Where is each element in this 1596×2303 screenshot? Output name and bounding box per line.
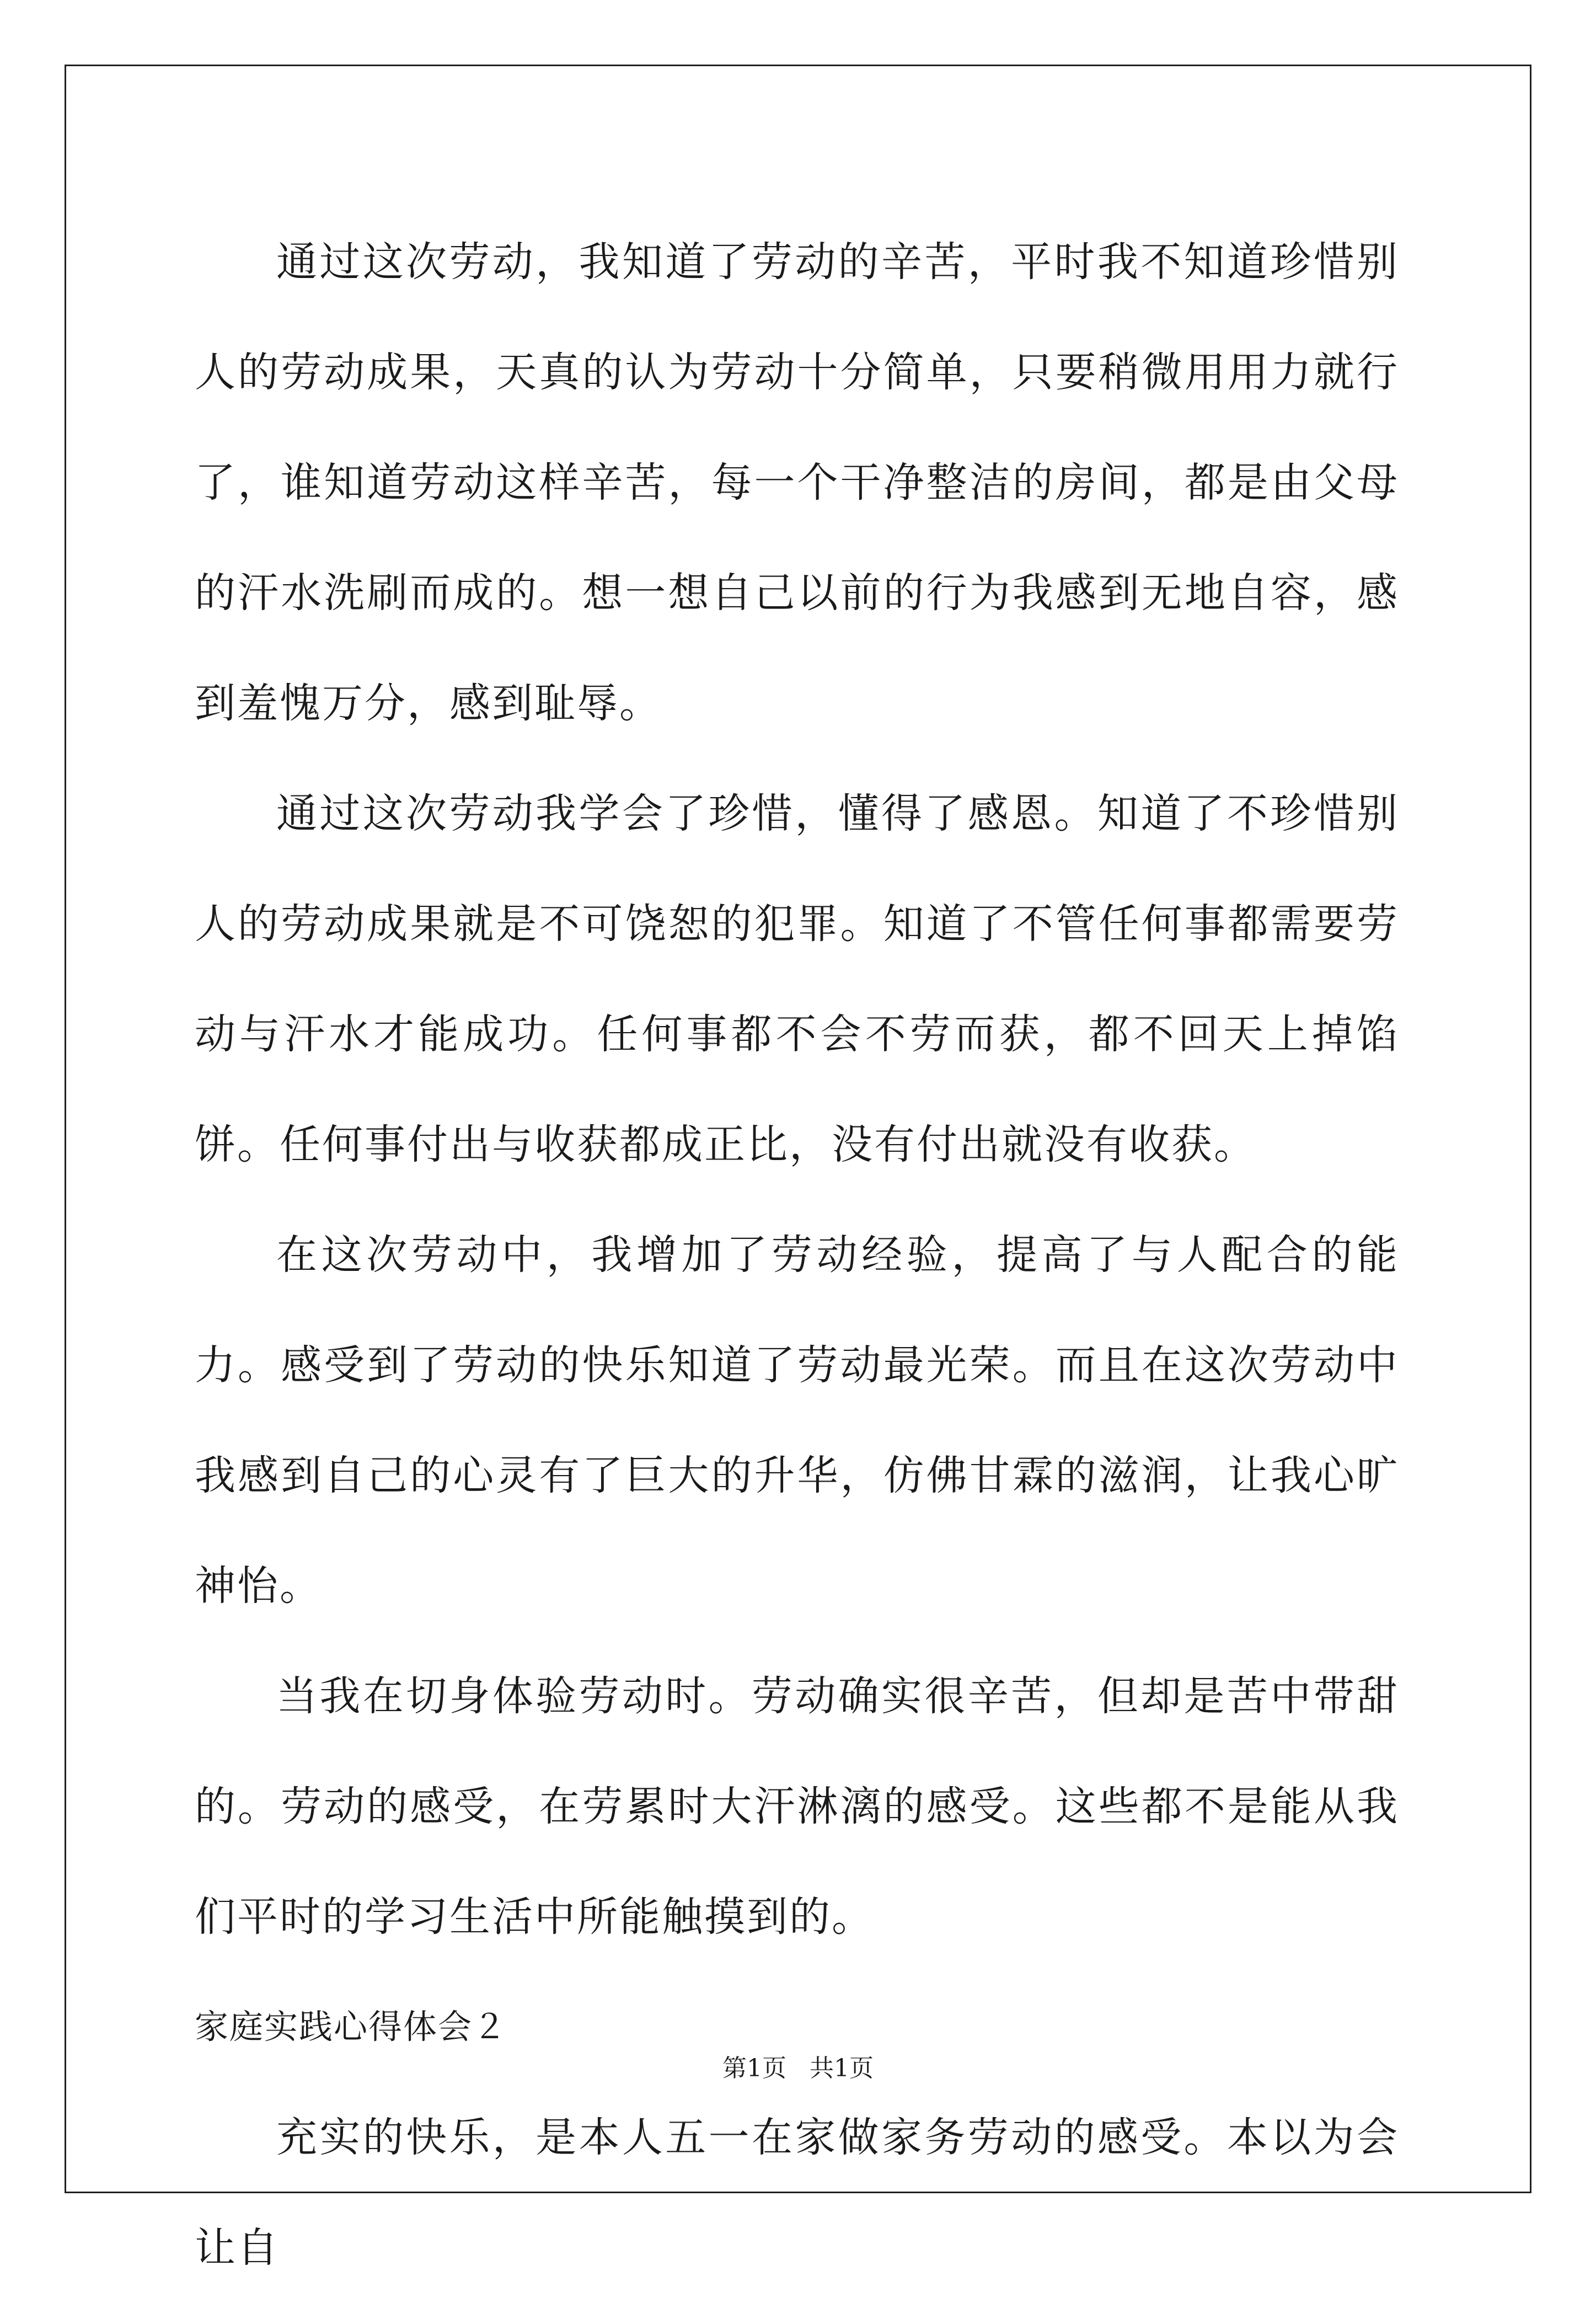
paragraph-1: 通过这次劳动，我知道了劳动的辛苦，平时我不知道珍惜别人的劳动成果，天真的认为劳动十分简单，只要稍微用用力就行了，谁知道劳动这样辛苦，每一个干净整洁的房间，都是由父母的汗水洗刷而成的。想一想自己以前的行为我感到无地自容，感到羞愧万分，感到耻辱。 xyxy=(195,238,1399,727)
section-heading: 家庭实践心得体会２ xyxy=(195,2007,508,2046)
page-number: 第1页 xyxy=(722,2054,787,2082)
document-body xyxy=(195,207,1399,2303)
page-total: 共1页 xyxy=(809,2054,874,2082)
page-footer xyxy=(0,2052,1596,2085)
paragraph-3: 在这次劳动中，我增加了劳动经验，提高了与人配合的能力。感受到了劳动的快乐知道了劳动最光荣。而且在这次劳动中我感到自己的心灵有了巨大的升华，仿佛甘霖的滋润，让我心旷神怡。 xyxy=(195,1231,1399,1610)
paragraph-4: 当我在切身体验劳动时。劳动确实很辛苦，但却是苦中带甜的。劳动的感受，在劳累时大汗淋漓的感受。这些都不是能从我们平时的学习生活中所能触摸到的。 xyxy=(195,1673,1399,1941)
paragraph-2: 通过这次劳动我学会了珍惜，懂得了感恩。知道了不珍惜别人的劳动成果就是不可饶恕的犯罪。知道了不管任何事都需要劳动与汗水才能成功。任何事都不会不劳而获，都不回天上掉馅饼。任何事付出与收获都成正比，没有付出就没有收获。 xyxy=(195,790,1399,1168)
paragraph-5: 充实的快乐，是本人五一在家做家务劳动的感受。本以为会让自 xyxy=(195,2114,1399,2272)
